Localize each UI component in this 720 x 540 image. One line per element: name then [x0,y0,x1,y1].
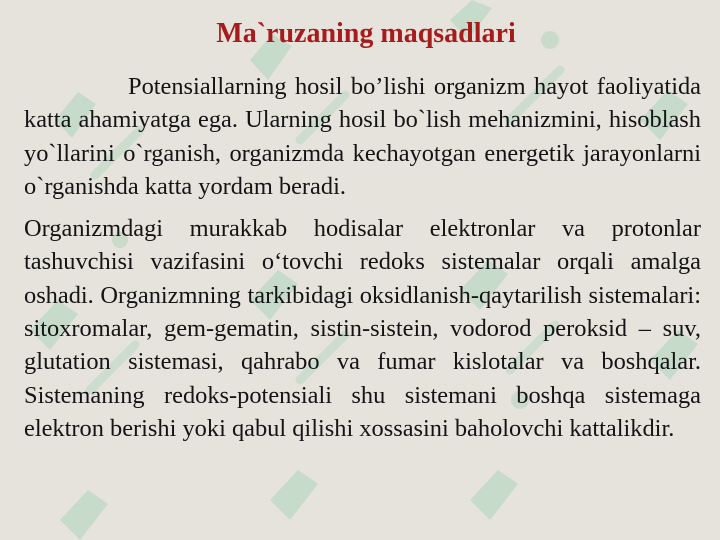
slide-title: Ma`ruzaning maqsadlari [216,18,516,49]
paragraph-intro: Potensiallarning hosil bo’lishi organizm hayot faoliyatida katta ahamiyatga ega. Ularning hosil bo`lish mehanizmini, hisoblash yo`llarini o`rganish, organizmda kechayotgan energetik jarayonlarni o`rganishda katta yordam beradi. [24,73,701,200]
slide-body [24,70,701,445]
paragraph-redox: Organizmdagi murakkab hodisalar elektronlar va protonlar tashuvchisi vazifasini o‘tovchi redoks sistemalar orqali amalga oshadi. Organizmning tarkibidagi oksidlanish-qaytarilish sistemalari: sitoxromalar, gem-gematin, sistin-sistein, vodorod peroksid – suv, glutation sistemasi, qahrabo va fumar kislotalar va boshqalar. Sistemaning redoks-potensiali shu sistemani boshqa sistemaga elektron berishi yoki qabul qilishi xossasini baholovchi kattalikdir. [24,215,701,442]
